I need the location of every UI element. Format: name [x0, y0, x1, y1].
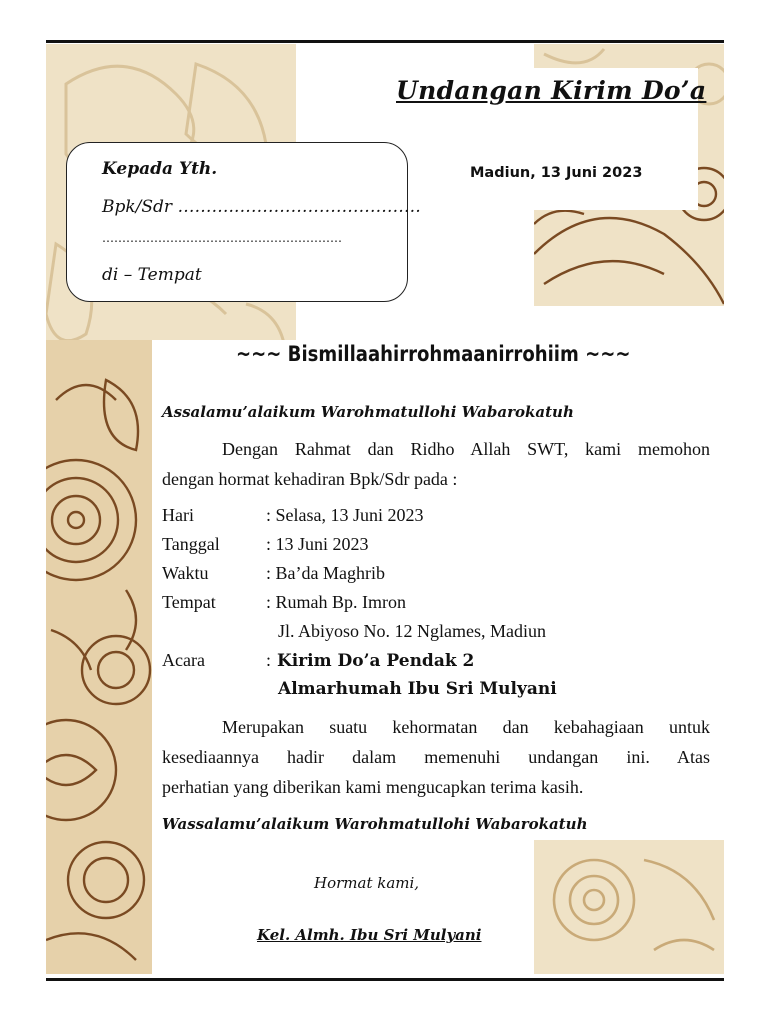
closing-line: perhatian yang diberikan kami mengucapkan terima kasih.: [162, 777, 584, 797]
closing-line: kesediaannya hadir dalam memenuhi undangan ini. Atas: [162, 747, 710, 767]
closing-line: Merupakan suatu kehormatan dan kebahagiaan untuk: [222, 717, 710, 737]
acara-colon: :: [266, 650, 272, 670]
bottom-rule: [46, 978, 724, 981]
opening-line: Dengan Rahmat dan Ridho Allah SWT, kami memohon: [222, 439, 710, 459]
detail-value: : Rumah Bp. Imron: [266, 592, 406, 612]
detail-value-acara: [266, 650, 474, 671]
detail-label: Hari: [162, 505, 194, 525]
ornament-right-bottom-panel: [534, 840, 724, 974]
address-blank-line: ……………………………………………………: [102, 231, 342, 245]
opening-greeting: Assalamu’alaikum Warohmatullohi Wabarokatuh: [162, 403, 574, 421]
signature-paper: [152, 840, 534, 974]
detail-value: : 13 Juni 2023: [266, 534, 369, 554]
detail-label: Acara: [162, 650, 205, 670]
opening-line: dengan hormat kehadiran Bpk/Sdr pada :: [162, 469, 458, 489]
regards-text: Hormat kami,: [314, 874, 420, 892]
address-to: Kepada Yth.: [102, 159, 218, 179]
detail-label: Waktu: [162, 563, 209, 583]
closing-greeting: Wassalamu’alaikum Warohmatullohi Wabarokatuh: [162, 815, 588, 833]
detail-value: Jl. Abiyoso No. 12 Nglames, Madiun: [278, 621, 546, 641]
opening-paragraph: [162, 434, 710, 494]
invitation-date: Madiun, 13 Juni 2023: [470, 165, 643, 181]
detail-value: Almarhumah Ibu Sri Mulyani: [278, 679, 557, 699]
closing-paragraph: [162, 712, 710, 802]
detail-value: : Selasa, 13 Juni 2023: [266, 505, 424, 525]
address-recipient-line: Bpk/Sdr ……….……………………………: [102, 197, 421, 217]
detail-value: : Ba’da Maghrib: [266, 563, 385, 583]
basmalah-heading: ~~~ Bismillaahirrohmaanirrohiim ~~~: [236, 342, 631, 366]
detail-label: Tanggal: [162, 534, 220, 554]
address-box: [66, 142, 421, 302]
invitation-title: Undangan Kirim Do’a: [396, 76, 707, 105]
ornament-left-lower-panel: [46, 340, 152, 974]
family-signature: Kel. Almh. Ibu Sri Mulyani: [257, 926, 482, 944]
top-rule: [46, 40, 724, 43]
address-place: di – Tempat: [102, 265, 202, 285]
detail-label: Tempat: [162, 592, 216, 612]
acara-text: Kirim Do’a Pendak 2: [276, 651, 475, 671]
